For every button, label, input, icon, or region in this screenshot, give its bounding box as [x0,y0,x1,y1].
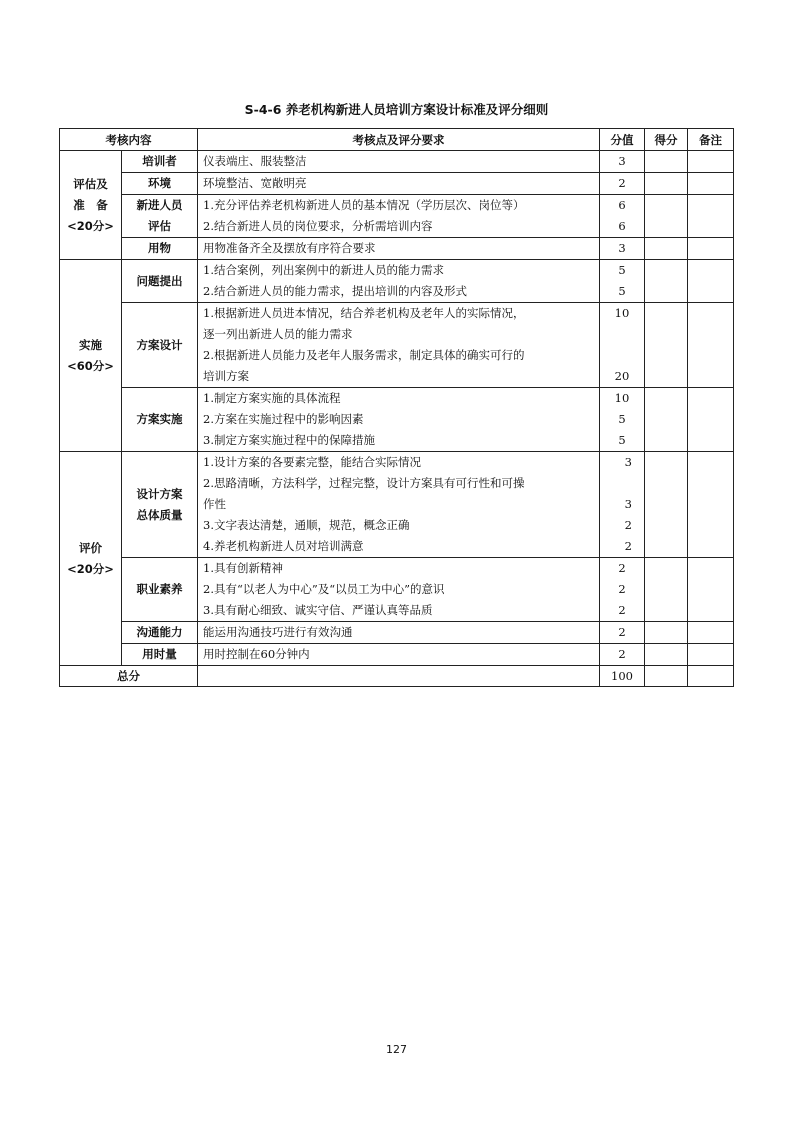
total-score: 100 [600,666,645,687]
remark-cell [688,151,734,173]
item-scores [600,388,645,452]
requirement-line: 4.养老机构新进人员对培训满意 [203,539,364,553]
score-value: 2 [618,603,626,617]
score-value: 2 [618,176,626,190]
table-row [60,195,734,238]
item-scores [600,151,645,173]
score-value: 2 [618,625,626,639]
item-scores [600,173,645,195]
score-value: 20 [614,369,630,383]
got-cell [645,303,688,388]
got-cell [645,558,688,622]
item-name: 问题提出 [122,260,198,303]
item-scores [600,452,645,558]
requirement-line: 3.具有耐心细致、诚实守信、严谨认真等品质 [203,603,433,617]
score-value: 3 [618,241,626,255]
got-cell [645,151,688,173]
header-remark: 备注 [688,129,734,151]
requirement-line: 2.根据新进人员能力及老年人服务需求，制定具体的确实可行的 [203,348,525,362]
score-value: 5 [618,433,626,447]
requirement-line: 1.根据新进人员进本情况，结合养老机构及老年人的实际情况， [203,306,525,320]
item-requirements [198,303,600,388]
requirement-line: 2.结合新进人员的岗位要求，分析需培训内容 [203,219,433,233]
remark-cell [688,388,734,452]
score-value [605,345,639,366]
score-value: 5 [618,263,626,277]
requirement-line: 能运用沟通技巧进行有效沟通 [203,625,353,639]
item-name: 沟通能力 [122,622,198,644]
requirement-line: 2.结合新进人员的能力需求，提出培训的内容及形式 [203,284,467,298]
item-name: 方案实施 [122,388,198,452]
score-value: 5 [618,412,626,426]
remark-cell [688,622,734,644]
remark-cell [688,558,734,622]
table-row [60,303,734,388]
remark-cell [688,452,734,558]
remark-cell [688,195,734,238]
item-requirements [198,622,600,644]
page-number: 127 [386,1043,407,1056]
requirement-line: 环境整洁、宽敞明亮 [203,176,307,190]
section-name: 实施 <60分> [60,260,122,452]
item-requirements [198,195,600,238]
score-value: 6 [618,198,626,212]
header-got: 得分 [645,129,688,151]
score-value [605,473,632,494]
score-value: 3 [618,154,626,168]
table-body [60,151,734,666]
header-score: 分值 [600,129,645,151]
item-scores [600,644,645,666]
got-cell [645,452,688,558]
item-requirements [198,558,600,622]
item-name: 职业素养 [122,558,198,622]
item-requirements [198,644,600,666]
score-value: 2 [624,518,632,532]
total-blank [198,666,600,687]
got-cell [645,173,688,195]
item-scores [600,260,645,303]
got-cell [645,238,688,260]
requirement-line: 培训方案 [203,369,249,383]
remark-cell [688,303,734,388]
score-value: 5 [618,284,626,298]
item-scores [600,195,645,238]
requirement-line: 2.方案在实施过程中的影响因素 [203,412,364,426]
score-value: 2 [618,582,626,596]
score-value: 2 [624,539,632,553]
score-value: 3 [624,497,632,511]
table-row [60,260,734,303]
item-requirements [198,388,600,452]
section-name: 评估及 准 备 <20分> [60,151,122,260]
section-name: 评价 <20分> [60,452,122,666]
table-header-row [60,129,734,151]
score-value: 10 [614,306,630,320]
score-value: 2 [618,561,626,575]
table-row [60,452,734,558]
item-name: 用物 [122,238,198,260]
item-scores [600,558,645,622]
header-content: 考核内容 [60,129,198,151]
item-scores [600,238,645,260]
score-value: 3 [624,455,632,469]
requirement-line: 用时控制在60分钟内 [203,647,310,661]
remark-cell [688,173,734,195]
table-row [60,173,734,195]
score-value [605,324,639,345]
total-row [60,666,734,687]
item-scores [600,303,645,388]
requirement-line: 3.制定方案实施过程中的保障措施 [203,433,375,447]
item-requirements [198,173,600,195]
item-name: 培训者 [122,151,198,173]
total-remark [688,666,734,687]
table-row [60,644,734,666]
total-got [645,666,688,687]
requirement-line: 仪表端庄、服装整洁 [203,154,307,168]
requirement-line: 1.设计方案的各要素完整，能结合实际情况 [203,455,421,469]
requirement-line: 1.具有创新精神 [203,561,283,575]
scoring-table [59,128,734,687]
table-row [60,622,734,644]
item-name: 环境 [122,173,198,195]
got-cell [645,260,688,303]
got-cell [645,195,688,238]
item-requirements [198,238,600,260]
item-name: 设计方案 总体质量 [122,452,198,558]
item-scores [600,622,645,644]
remark-cell [688,238,734,260]
header-points: 考核点及评分要求 [198,129,600,151]
requirement-line: 1.充分评估养老机构新进人员的基本情况（学历层次、岗位等） [203,198,525,212]
requirement-line: 1.制定方案实施的具体流程 [203,391,341,405]
page-title: S-4-6 养老机构新进人员培训方案设计标准及评分细则 [244,102,549,117]
got-cell [645,644,688,666]
requirement-line: 逐一列出新进人员的能力需求 [203,327,353,341]
item-name: 方案设计 [122,303,198,388]
requirement-line: 3.文字表达清楚，通顺，规范，概念正确 [203,518,410,532]
table-row [60,238,734,260]
requirement-line: 作性 [203,497,226,511]
total-label: 总分 [60,666,198,687]
remark-cell [688,260,734,303]
item-name: 用时量 [122,644,198,666]
table-row [60,388,734,452]
requirement-line: 用物准备齐全及摆放有序符合要求 [203,241,376,255]
item-requirements [198,452,600,558]
requirement-line: 1.结合案例，列出案例中的新进人员的能力需求 [203,263,444,277]
score-value: 10 [614,391,630,405]
got-cell [645,388,688,452]
requirement-line: 2.思路清晰，方法科学，过程完整，设计方案具有可行性和可操 [203,476,525,490]
requirement-line: 2.具有“以老人为中心”及“以员工为中心”的意识 [203,582,445,596]
remark-cell [688,644,734,666]
table-row [60,558,734,622]
item-name: 新进人员 评估 [122,195,198,238]
item-requirements [198,151,600,173]
item-requirements [198,260,600,303]
score-value: 2 [618,647,626,661]
table-row [60,151,734,173]
score-value: 6 [618,219,626,233]
got-cell [645,622,688,644]
